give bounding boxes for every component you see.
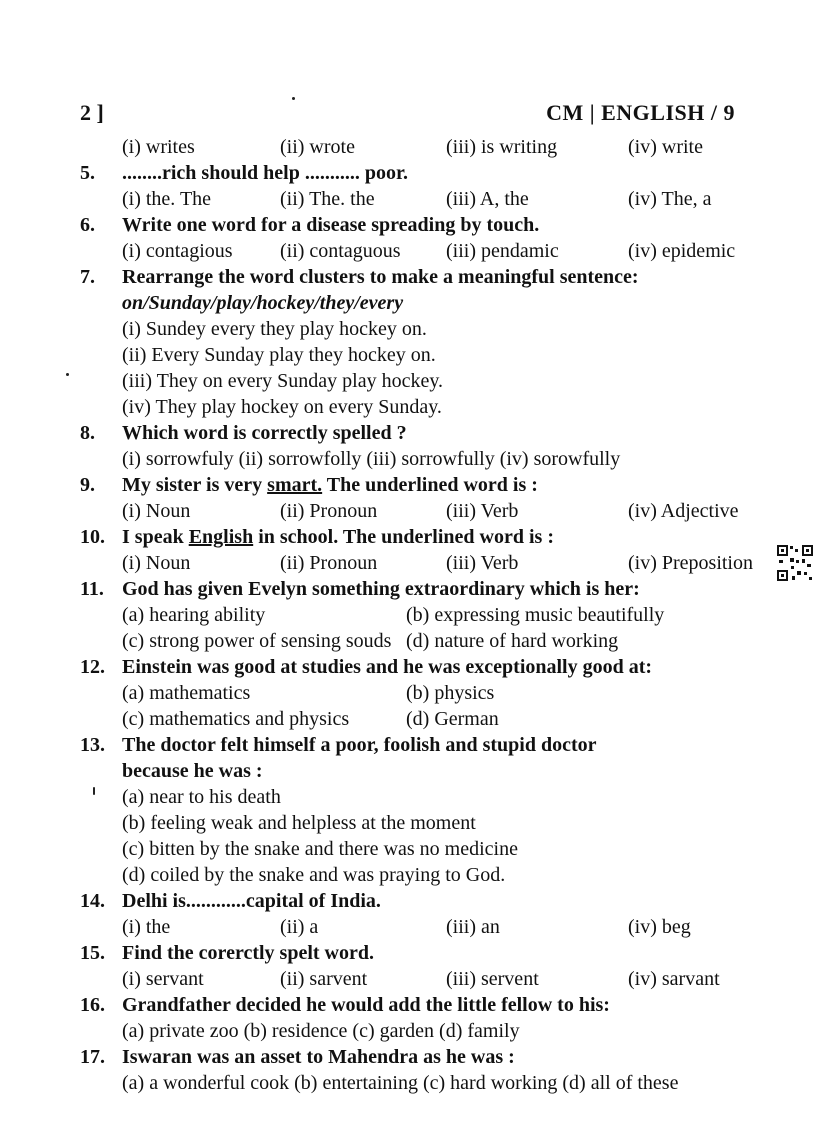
option: (c) strong power of sensing souds [122, 630, 392, 652]
option: (iii) servent [446, 968, 539, 990]
qr-code-icon [776, 544, 814, 582]
question-text: God has given Evelyn something extraordinary which is her: [122, 578, 640, 600]
option: (iv) Preposition [628, 552, 753, 574]
option: (iv) sarvant [628, 968, 720, 990]
option: (iii) an [446, 916, 500, 938]
question-text [122, 524, 554, 550]
line-20 [80, 654, 740, 680]
question-text: Iswaran was an asset to Mahendra as he was : [122, 1046, 515, 1068]
question-text: Delhi is............capital of India. [122, 890, 381, 912]
option-line: (d) coiled by the snake and was praying to God. [122, 864, 506, 886]
line-23 [80, 732, 740, 758]
option: (i) the. The [122, 188, 212, 210]
question-number: 10. [80, 526, 105, 548]
option: (i) writes [122, 136, 195, 158]
line-26 [80, 810, 740, 836]
question-number: 5. [80, 162, 95, 184]
line-3 [80, 212, 740, 238]
page-title: CM | ENGLISH / 9 [546, 100, 735, 125]
question-number: 15. [80, 942, 105, 964]
line-35 [80, 1044, 740, 1070]
line-2 [80, 186, 740, 212]
line-18 [80, 602, 740, 628]
option: (ii) Pronoun [280, 500, 378, 522]
question-text: Which word is correctly spelled ? [122, 422, 407, 444]
question-text: Grandfather decided he would add the little fellow to his: [122, 994, 610, 1016]
line-34 [80, 1018, 740, 1044]
scan-speck [292, 97, 295, 100]
question-number: 17. [80, 1046, 105, 1068]
option-line: (a) near to his death [122, 786, 281, 808]
line-4 [80, 238, 740, 264]
option: (iv) write [628, 136, 703, 158]
option: (ii) wrote [280, 136, 355, 158]
option: (ii) contaguous [280, 240, 401, 262]
line-12 [80, 446, 740, 472]
option-line: (b) feeling weak and helpless at the moment [122, 812, 476, 834]
option: (i) servant [122, 968, 204, 990]
option: (iii) is writing [446, 136, 558, 158]
option: (iii) pendamic [446, 240, 559, 262]
option: (ii) The. the [280, 188, 375, 210]
question-number: 11. [80, 578, 104, 600]
option: (i) the [122, 916, 171, 938]
line-11 [80, 420, 740, 446]
question-text: Rearrange the word clusters to make a meaningful sentence: [122, 266, 639, 288]
question-text: Find the corerctly spelt word. [122, 942, 375, 964]
option-line: (iv) They play hockey on every Sunday. [122, 396, 442, 418]
line-31 [80, 940, 740, 966]
underlined-word: smart. [267, 474, 323, 496]
line-22 [80, 706, 740, 732]
line-5 [80, 264, 740, 290]
option: (iv) The, a [628, 188, 712, 210]
line-28 [80, 862, 740, 888]
line-33 [80, 992, 740, 1018]
line-30 [80, 914, 740, 940]
option: (iv) epidemic [628, 240, 736, 262]
option: (ii) Pronoun [280, 552, 378, 574]
question-text-part: I speak [122, 526, 189, 548]
line-1 [80, 160, 740, 186]
word-clusters: on/Sunday/play/hockey/they/every [122, 292, 404, 314]
question-number: 16. [80, 994, 105, 1016]
option: (iii) Verb [446, 552, 519, 574]
option-line: (iii) They on every Sunday play hockey. [122, 370, 444, 392]
question-text-part: in school. The underlined word is : [253, 526, 554, 548]
option-line: (ii) Every Sunday play they hockey on. [122, 344, 436, 366]
line-32 [80, 966, 740, 992]
question-text-part: The underlined word is : [322, 474, 538, 496]
option: (iii) Verb [446, 500, 519, 522]
question-number: 12. [80, 656, 105, 678]
line-14 [80, 498, 740, 524]
option: (iii) A, the [446, 188, 529, 210]
option: (ii) a [280, 916, 319, 938]
line-15 [80, 524, 740, 550]
option-line: (c) bitten by the snake and there was no medicine [122, 838, 518, 860]
line-24 [80, 758, 740, 784]
option: (d) nature of hard working [406, 630, 619, 652]
option: (iv) Adjective [628, 500, 739, 522]
option: (i) Noun [122, 552, 191, 574]
question-text: Einstein was good at studies and he was exceptionally good at: [122, 656, 653, 678]
line-10 [80, 394, 740, 420]
line-6 [80, 290, 740, 316]
option-line: (i) sorrowfuly (ii) sorrowfolly (iii) sorrowfully (iv) sorowfully [122, 448, 621, 470]
option-line: (a) private zoo (b) residence (c) garden (d) family [122, 1020, 520, 1042]
option: (i) contagious [122, 240, 233, 262]
line-0 [80, 134, 740, 160]
line-13 [80, 472, 740, 498]
underlined-word: English [188, 526, 254, 548]
line-8 [80, 342, 740, 368]
option: (iv) beg [628, 916, 691, 938]
option: (a) mathematics [122, 682, 251, 704]
page-number: 2 ] [80, 100, 104, 125]
question-list [80, 134, 753, 1096]
option: (b) physics [406, 682, 495, 704]
question-number: 13. [80, 734, 105, 756]
scan-speck [66, 373, 69, 376]
option: (ii) sarvent [280, 968, 368, 990]
page-header [80, 100, 735, 132]
question-text: because he was : [122, 760, 263, 782]
option-line: (a) a wonderful cook (b) entertaining (c) hard working (d) all of these [122, 1072, 679, 1094]
line-9 [80, 368, 740, 394]
question-number: 9. [80, 474, 95, 496]
question-number: 8. [80, 422, 95, 444]
line-17 [80, 576, 740, 602]
line-25 [80, 784, 740, 810]
line-21 [80, 680, 740, 706]
question-text-part: My sister is very [122, 474, 268, 496]
line-7 [80, 316, 740, 342]
question-number: 6. [80, 214, 95, 236]
option: (a) hearing ability [122, 604, 266, 626]
option: (c) mathematics and physics [122, 708, 350, 730]
option-line: (i) Sundey every they play hockey on. [122, 318, 427, 340]
line-16 [80, 550, 753, 576]
line-36 [80, 1070, 740, 1096]
line-27 [80, 836, 740, 862]
question-text: Write one word for a disease spreading by touch. [122, 214, 540, 236]
scan-speck [93, 787, 95, 795]
line-29 [80, 888, 740, 914]
question-number: 7. [80, 266, 95, 288]
option: (b) expressing music beautifully [406, 604, 665, 626]
option: (i) Noun [122, 500, 191, 522]
question-text [122, 472, 538, 498]
question-text: The doctor felt himself a poor, foolish and stupid doctor [122, 734, 597, 756]
question-number: 14. [80, 890, 105, 912]
line-19 [80, 628, 740, 654]
option: (d) German [406, 708, 499, 730]
question-text: ........rich should help ........... poor. [122, 162, 408, 184]
